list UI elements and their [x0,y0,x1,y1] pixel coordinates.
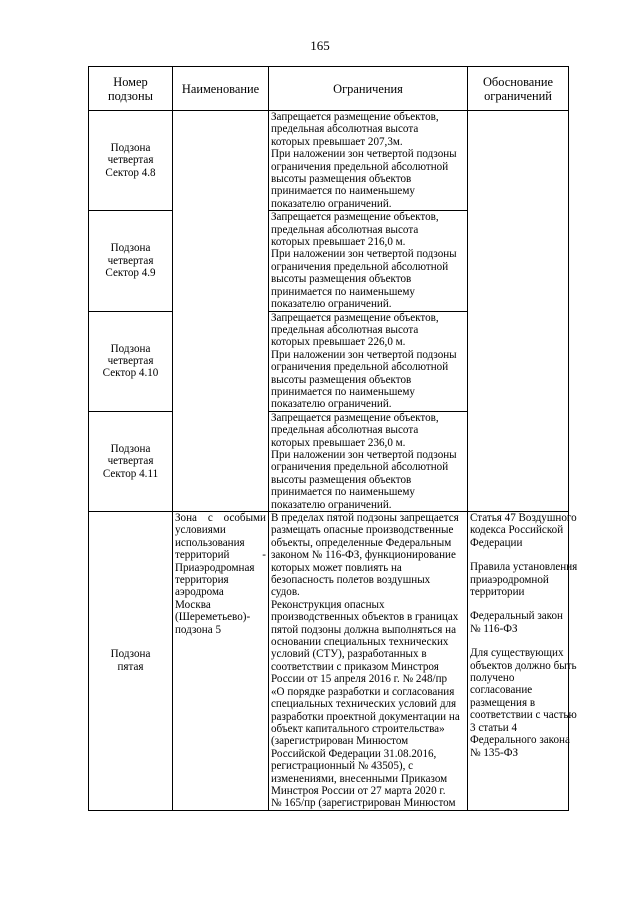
justification-cell-empty [468,111,569,512]
subzone-number-cell: Подзона четвертая Сектор 4.8 [89,111,173,211]
header-subzone-number: Номер подзоны [89,67,173,111]
justification-item: Правила установления приаэродромной территории [470,561,578,599]
table-row-fifth [89,512,569,811]
justification-cell [468,512,578,811]
header-justification: Обоснование ограничений [468,67,569,111]
restrictions-cell: Запрещается размещение объектов, предельная абсолютная высота которых превышает 236,0 м. При наложении зон четвертой подзоны ограничения предельной абсолютной высоты размещения объектов принимается по наименьшему показателю ограничений. [269,411,468,511]
justification-item: Федеральный закон № 116-ФЗ [470,610,563,635]
restrictions-table [88,66,578,811]
subzone-number-cell: Подзона пятая [89,512,173,811]
restrictions-cell: В пределах пятой подзоны запрещается размещать опасные производственные объекты, определенные Федеральным законом № 116-ФЗ, функционирование которых может повлиять на безопасность полетов воздушных судов. Реконструкция опасных производственных объектов в границах пятой подзоны должна выполняться на основании специальных технических условий (СТУ), разработанных в соответствии с приказом Минстроя России от 15 апреля 2016 г. № 248/пр «О порядке разработки и согласования специальных технических условий для разработки проектной документации на объект капитального строительства» (зарегистрирован Минюстом Российской Федерации 31.08.2016, регистрационный № 43505), с изменениями, внесенными Приказом Минстроя России от 27 марта 2020 г. № 165/пр (зарегистрирован Минюстом [269,512,468,811]
table-row [89,111,569,211]
subzone-number-cell: Подзона четвертая Сектор 4.10 [89,311,173,411]
header-name: Наименование [173,67,269,111]
justification-item: Статья 47 Воздушного кодекса Российской Федерации [470,512,577,549]
table-header-row [89,67,569,111]
subzone-number-cell: Подзона четвертая Сектор 4.9 [89,211,173,311]
header-restrictions: Ограничения [269,67,468,111]
page-number: 165 [310,38,330,53]
zone-name-cell: Зона с особыми условиями использования территорий - Приаэродромная территория аэродрома Москва (Шереметьево)- подзона 5 [173,512,269,811]
restrictions-cell: Запрещается размещение объектов, предельная абсолютная высота которых превышает 226,0 м. При наложении зон четвертой подзоны ограничения предельной абсолютной высоты размещения объектов принимается по наименьшему показателю ограничений. [269,311,468,411]
restrictions-cell: Запрещается размещение объектов, предельная абсолютная высота которых превышает 216,0 м. При наложении зон четвертой подзоны ограничения предельной абсолютной высоты размещения объектов принимается по наименьшему показателю ограничений. [269,211,468,311]
restrictions-cell: Запрещается размещение объектов, предельная абсолютная высота которых превышает 207,3м. При наложении зон четвертой подзоны ограничения предельной абсолютной высоты размещения объектов принимается по наименьшему показателю ограничений. [269,111,468,211]
justification-item: Для существующих объектов должно быть получено согласование размещения в соответствии с частью 3 статьи 4 Федерального закона № 135-ФЗ [470,647,577,759]
subzone-number-cell: Подзона четвертая Сектор 4.11 [89,411,173,511]
name-cell-empty [173,111,269,512]
